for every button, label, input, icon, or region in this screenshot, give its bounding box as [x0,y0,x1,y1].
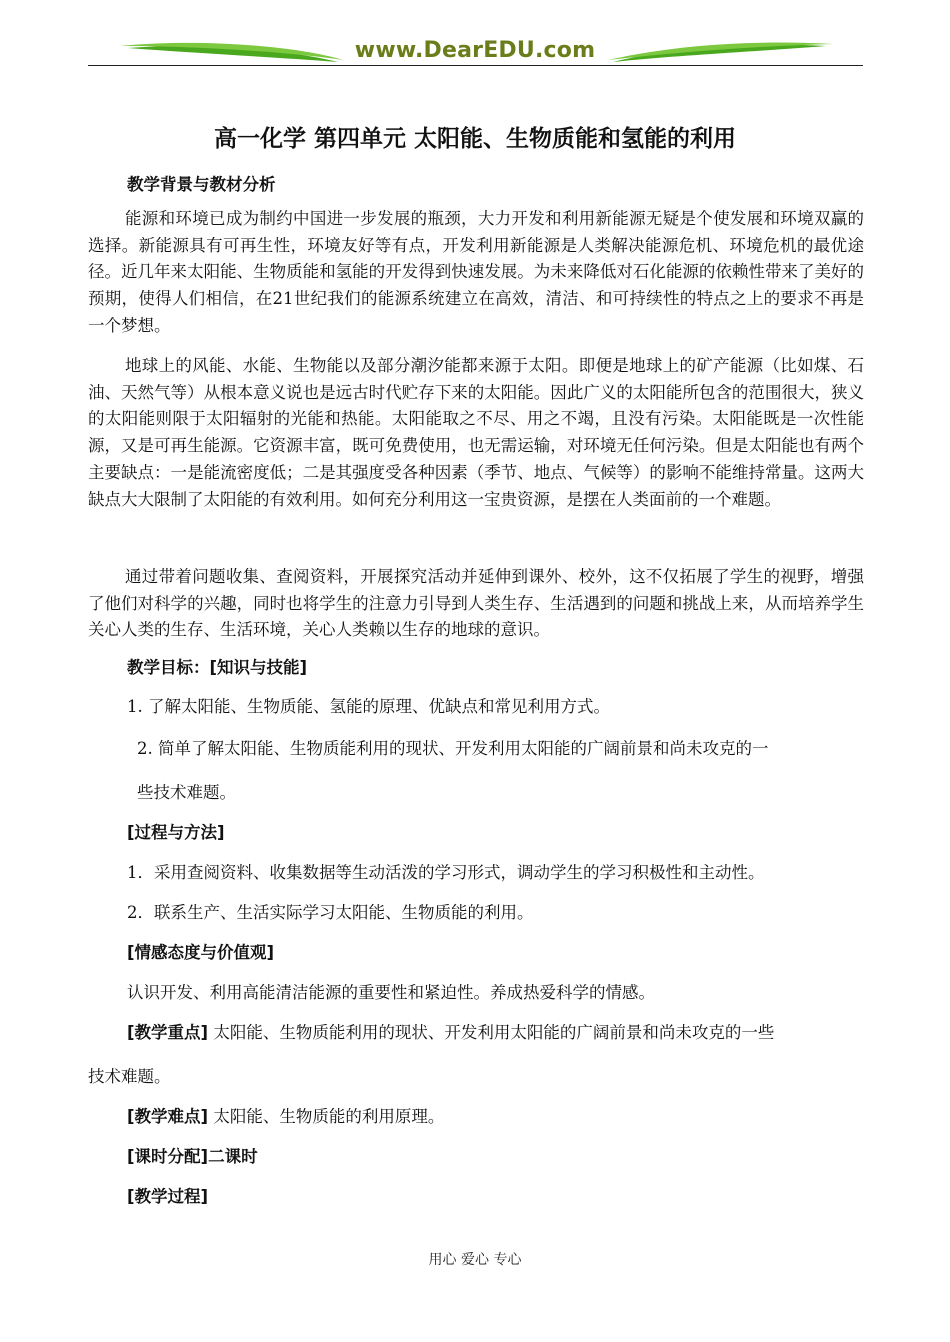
page-footer: 用心 爱心 专心 [428,1252,522,1268]
attitude-text: 认识开发、利用高能清洁能源的重要性和紧迫性。养成热爱科学的情感。 [127,983,655,1002]
schedule-line: [课时分配]二课时 [127,1147,258,1166]
keypoint-line [127,1019,774,1043]
document-title: 高一化学 第四单元 太阳能、生物质能和氢能的利用 [213,126,736,152]
section-heading-process: [过程与方法] [127,823,225,842]
page-header [88,36,863,70]
section-heading-attitude: [情感态度与价值观] [127,943,275,962]
paragraph-1: 能源和环境已成为制约中国进一步发展的瓶颈，大力开发和利用新能源无疑是个使发展和环境双赢的选择。新能源具有可再生性，环境友好等有点，开发利用新能源是人类解决能源危机、环境危机的最优途径。近几年来太阳能、生物质能和氢能的开发得到快速发展。为未来降低对石化能源的依赖性带来了美好的预期，使得人们相信，在21世纪我们的能源系统建立在高效，清洁、和可持续性的特点之上的要求不再是一个梦想。 [88,209,864,335]
keypoint-text: 太阳能、生物质能利用的现状、开发利用太阳能的广阔前景和尚未攻克的一些 [208,1023,775,1042]
site-logo-text[interactable]: www.DearEDU.com [354,38,596,63]
goal-item-2-line1: 2. 简单了解太阳能、生物质能利用的现状、开发利用太阳能的广阔前景和尚未攻克的一 [137,739,769,758]
difficulty-text: 太阳能、生物质能的利用原理。 [208,1107,445,1126]
section-heading-teaching-process: [教学过程] [127,1187,209,1206]
process-item-2: 2．联系生产、生活实际学习太阳能、生物质能的利用。 [127,903,534,922]
section-heading-goals: 教学目标：[知识与技能] [127,658,308,677]
process-item-1: 1．采用查阅资料、收集数据等生动活泼的学习形式，调动学生的学习积极性和主动性。 [127,863,765,882]
paragraph-3: 通过带着问题收集、查阅资料，开展探究活动并延伸到课外、校外，这不仅拓展了学生的视野，增强了他们对科学的兴趣，同时也将学生的注意力引导到人类生存、生活遇到的问题和挑战上来，从而培养学生关心人类的生存、生活环境，关心人类赖以生存的地球的意识。 [88,567,864,640]
paragraph-2: 地球上的风能、水能、生物能以及部分潮汐能都来源于太阳。即便是地球上的矿产能源（比如煤、石油、天然气等）从根本意义说也是远古时代贮存下来的太阳能。因此广义的太阳能所包含的范围很大，狭义的太阳能则限于太阳辐射的光能和热能。太阳能取之不尽、用之不竭，且没有污染。太阳能既是一次性能源，又是可再生能源。它资源丰富，既可免费使用，也无需运输，对环境无任何污染。但是太阳能也有两个主要缺点：一是能流密度低；二是其强度受各种因素（季节、地点、气候等）的影响不能维持常量。这两大缺点大大限制了太阳能的有效利用。如何充分利用这一宝贵资源，是摆在人类面前的一个难题。 [88,356,864,509]
difficulty-label: [教学难点] [127,1107,209,1126]
header-divider [88,65,863,66]
difficulty-line [127,1103,444,1127]
goal-item-1: 1. 了解太阳能、生物质能、氢能的原理、优缺点和常见利用方式。 [127,697,610,716]
goal-item-2-line2: 些技术难题。 [137,783,236,802]
section-heading-background: 教学背景与教材分析 [127,175,276,194]
keypoint-label: [教学重点] [127,1023,209,1042]
keypoint-text-continued: 技术难题。 [88,1067,171,1086]
